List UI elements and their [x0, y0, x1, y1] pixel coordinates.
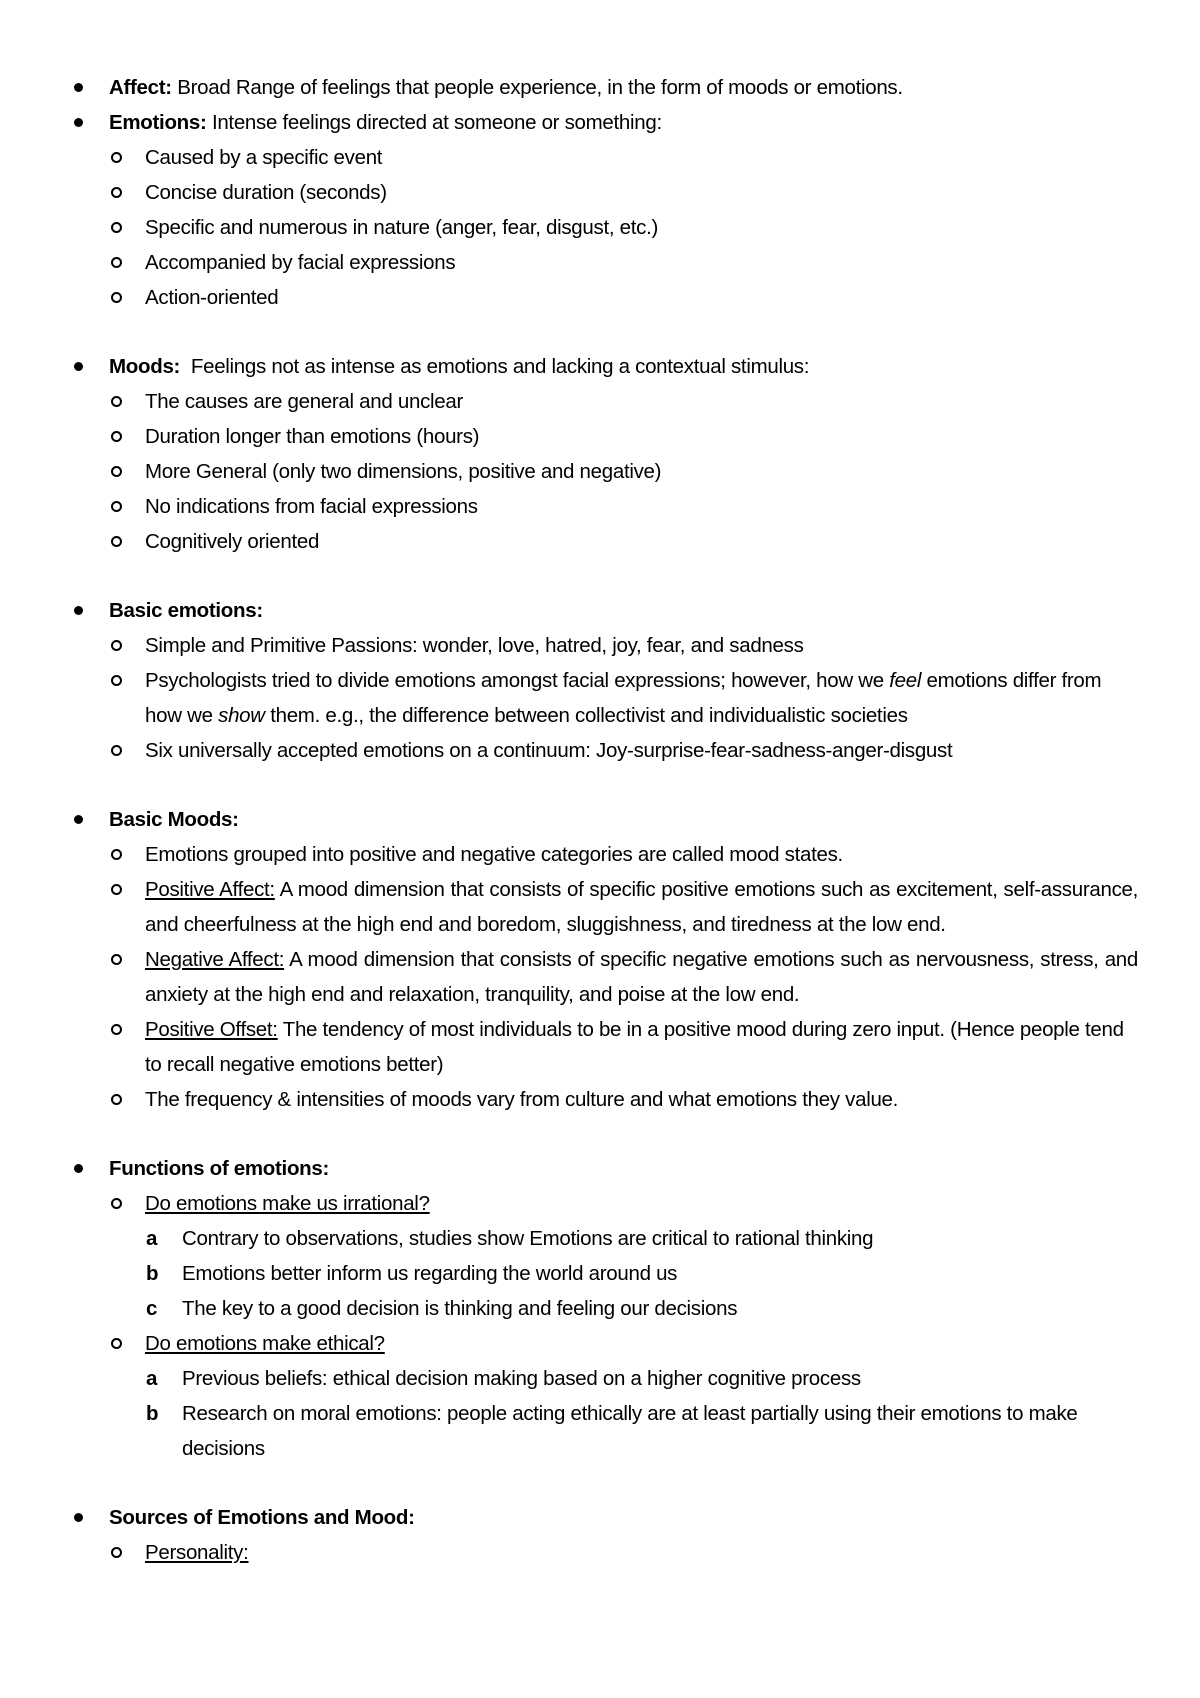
item-text: Accompanied by facial expressions — [145, 251, 456, 274]
item-text: A mood dimension that consists of specific negative emotions such as nervousness, stress, and anxiety at the high end and relaxation, tranquility, and poise at the low end. — [145, 948, 1139, 1006]
document-body — [0, 70, 1200, 1570]
circle-bullet-icon — [111, 1024, 122, 1035]
bullet-dot — [74, 1164, 83, 1173]
emotions-term: Emotions: — [109, 111, 207, 134]
spacer — [0, 1117, 1200, 1151]
term-underlined: Personality: — [145, 1541, 249, 1564]
circle-bullet-icon — [111, 536, 122, 547]
item-text: The key to a good decision is thinking and feeling our decisions — [182, 1297, 738, 1320]
term-underlined: Positive Affect: — [145, 878, 275, 901]
bullet-dot — [74, 83, 83, 92]
item-text: emotions differ from how we — [145, 669, 1102, 727]
item-letter: b — [146, 1262, 159, 1285]
list-item — [0, 175, 1200, 210]
item-text: Previous beliefs: ethical decision making based on a higher cognitive process — [182, 1367, 861, 1390]
item-letter: a — [146, 1227, 158, 1250]
list-item — [0, 942, 1200, 1012]
list-item — [0, 140, 1200, 175]
spacer — [0, 315, 1200, 349]
circle-bullet-icon — [111, 292, 122, 303]
item-text: Research on moral emotions: people acting ethically are at least partially using their emotions to make decisions — [182, 1402, 1078, 1460]
item-text: Specific and numerous in nature (anger, fear, disgust, etc.) — [145, 216, 659, 239]
list-item — [0, 663, 1200, 733]
circle-bullet-icon — [111, 1198, 122, 1209]
circle-bullet-icon — [111, 222, 122, 233]
list-item — [0, 1326, 1200, 1361]
item-letter: a — [146, 1367, 158, 1390]
circle-bullet-icon — [111, 1094, 122, 1105]
list-item — [0, 384, 1200, 419]
list-item — [0, 872, 1200, 942]
circle-bullet-icon — [111, 640, 122, 651]
basic-emotions-term: Basic emotions: — [109, 599, 263, 622]
item-emphasis: show — [218, 704, 265, 727]
affect-text: Broad Range of feelings that people experience, in the form of moods or emotions. — [177, 76, 903, 99]
item-text: Simple and Primitive Passions: wonder, love, hatred, joy, fear, and sadness — [145, 634, 804, 657]
affect-term: Affect: — [109, 76, 172, 99]
emotions-text: Intense feelings directed at someone or something: — [211, 111, 662, 134]
question-underlined: Do emotions make ethical? — [145, 1332, 385, 1355]
circle-bullet-icon — [111, 745, 122, 756]
list-item — [0, 280, 1200, 315]
bullet-emotions — [0, 105, 1200, 140]
bullet-dot — [74, 606, 83, 615]
item-text: Caused by a specific event — [145, 146, 383, 169]
item-text: Concise duration (seconds) — [145, 181, 387, 204]
lettered-item — [0, 1361, 1200, 1396]
item-text: them. e.g., the difference between collectivist and individualistic societies — [270, 704, 908, 727]
item-text: Psychologists tried to divide emotions amongst facial expressions; however, how we — [145, 669, 884, 692]
list-item — [0, 1082, 1200, 1117]
spacer — [0, 1466, 1200, 1500]
basic-moods-term: Basic Moods: — [109, 808, 239, 831]
list-item — [0, 524, 1200, 559]
list-item — [0, 628, 1200, 663]
item-text: Emotions grouped into positive and negative categories are called mood states. — [145, 843, 843, 866]
list-item — [0, 245, 1200, 280]
moods-text: Feelings not as intense as emotions and lacking a contextual stimulus: — [190, 355, 810, 378]
list-item — [0, 1535, 1200, 1570]
item-text: Six universally accepted emotions on a continuum: Joy-surprise-fear-sadness-anger-disgust — [145, 739, 953, 762]
item-letter: c — [146, 1297, 158, 1320]
circle-bullet-icon — [111, 257, 122, 268]
item-text: Action-oriented — [145, 286, 279, 309]
circle-bullet-icon — [111, 675, 122, 686]
spacer — [0, 768, 1200, 802]
item-text: The causes are general and unclear — [145, 390, 464, 413]
circle-bullet-icon — [111, 187, 122, 198]
circle-bullet-icon — [111, 1547, 122, 1558]
item-text: Cognitively oriented — [145, 530, 320, 553]
item-letter: b — [146, 1402, 159, 1425]
item-text: More General (only two dimensions, positive and negative) — [145, 460, 662, 483]
item-text: Contrary to observations, studies show Emotions are critical to rational thinking — [182, 1227, 874, 1250]
list-item — [0, 419, 1200, 454]
sources-term: Sources of Emotions and Mood: — [109, 1506, 415, 1529]
bullet-sources — [0, 1500, 1200, 1535]
bullet-dot — [74, 815, 83, 824]
circle-bullet-icon — [111, 884, 122, 895]
bullet-functions — [0, 1151, 1200, 1186]
lettered-item — [0, 1291, 1200, 1326]
spacer — [0, 559, 1200, 593]
item-text: The tendency of most individuals to be in a positive mood during zero input. (Hence people tend to recall negative emotions better) — [145, 1018, 1124, 1076]
circle-bullet-icon — [111, 954, 122, 965]
lettered-item — [0, 1396, 1200, 1466]
list-item — [0, 733, 1200, 768]
lettered-item — [0, 1256, 1200, 1291]
list-item — [0, 489, 1200, 524]
item-text: Emotions better inform us regarding the world around us — [182, 1262, 678, 1285]
moods-term: Moods: — [109, 355, 181, 378]
bullet-moods — [0, 349, 1200, 384]
term-underlined: Negative Affect: — [145, 948, 285, 971]
term-underlined: Positive Offset: — [145, 1018, 278, 1041]
lettered-item — [0, 1221, 1200, 1256]
question-underlined: Do emotions make us irrational? — [145, 1192, 430, 1215]
list-item — [0, 454, 1200, 489]
circle-bullet-icon — [111, 466, 122, 477]
item-text: The frequency & intensities of moods vary from culture and what emotions they value. — [145, 1088, 899, 1111]
list-item — [0, 1186, 1200, 1221]
circle-bullet-icon — [111, 152, 122, 163]
circle-bullet-icon — [111, 849, 122, 860]
bullet-dot — [74, 118, 83, 127]
functions-term: Functions of emotions: — [109, 1157, 330, 1180]
item-text: A mood dimension that consists of specific positive emotions such as excitement, self-assurance, and cheerfulness at the high end and boredom, sluggishness, and tiredness at the low end. — [145, 878, 1139, 936]
item-text: No indications from facial expressions — [145, 495, 478, 518]
circle-bullet-icon — [111, 431, 122, 442]
list-item — [0, 1012, 1200, 1082]
list-item — [0, 837, 1200, 872]
bullet-dot — [74, 362, 83, 371]
bullet-affect — [0, 70, 1200, 105]
circle-bullet-icon — [111, 501, 122, 512]
circle-bullet-icon — [111, 1338, 122, 1349]
bullet-basic-emotions — [0, 593, 1200, 628]
bullet-basic-moods — [0, 802, 1200, 837]
item-text: Duration longer than emotions (hours) — [145, 425, 480, 448]
list-item — [0, 210, 1200, 245]
bullet-dot — [74, 1513, 83, 1522]
item-emphasis: feel — [889, 669, 922, 692]
circle-bullet-icon — [111, 396, 122, 407]
